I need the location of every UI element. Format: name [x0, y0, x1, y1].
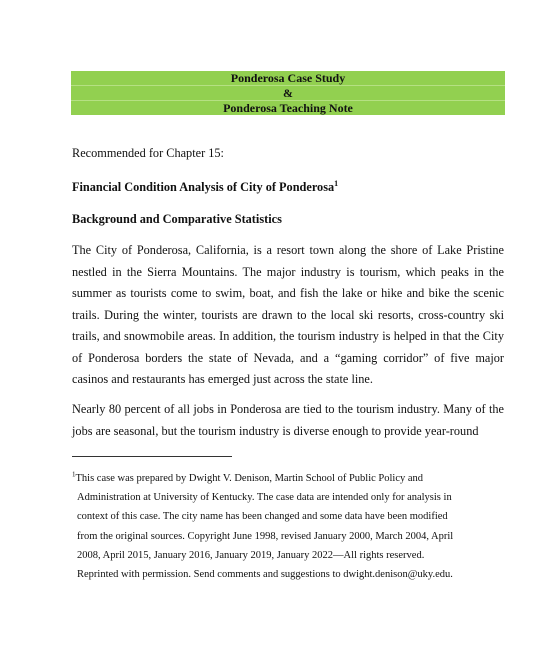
footnote-line: context of this case. The city name has been changed and some data have been modified [77, 511, 448, 523]
body-paragraph-1: The City of Ponderosa, California, is a resort town along the shore of Lake Pristine nestled in the Sierra Mountains. The major industry is tourism, which peaks in the summer as tourists come to swim, boat, and fish the lake or hike and bike the scenic trails. During the winter, tourists are drawn to the local ski resorts, cross-country ski trails, and snowmobile areas. In addition, the tourism industry is helped in that the City of Ponderosa borders the state of Nevada, and a “gaming corridor” of five major casinos and restaurants has emerged just across the state line. [72, 243, 504, 386]
footnote-line: Reprinted with permission. Send comments and suggestions to dwight.denison@uky.edu. [77, 569, 453, 581]
footnote-separator [72, 456, 232, 457]
body-paragraph-2: Nearly 80 percent of all jobs in Ponderosa are tied to the tourism industry. Many of the jobs are seasonal, but the tourism industry is diverse enough to provide year-round [72, 402, 504, 438]
heading-text: Financial Condition Analysis of City of Ponderosa [72, 180, 335, 194]
footnote-reference: 1 [334, 178, 339, 188]
footnote-line: from the original sources. Copyright June 1998, revised January 2000, March 2004, April [77, 530, 454, 542]
footnote-line: 2008, April 2015, January 2016, January 2019, January 2022—All rights reserved. [77, 549, 425, 561]
title-banner [71, 71, 505, 115]
section-heading-financial-condition [72, 180, 504, 195]
footnote [72, 469, 504, 584]
footnote-line: Administration at University of Kentucky. The case data are intended only for analysis in [77, 492, 452, 504]
banner-title: Ponderosa Case Study [71, 71, 505, 85]
footnote-mark: 1 [72, 470, 76, 479]
banner-ampersand: & [71, 85, 505, 100]
footnote-text: This case was prepared by Dwight V. Denison, Martin School of Public Policy and [75, 473, 424, 484]
banner-subtitle: Ponderosa Teaching Note [71, 100, 505, 115]
section-heading-background: Background and Comparative Statistics [72, 212, 282, 226]
recommended-chapter: Recommended for Chapter 15: [72, 146, 224, 160]
footnote-line [72, 469, 504, 488]
